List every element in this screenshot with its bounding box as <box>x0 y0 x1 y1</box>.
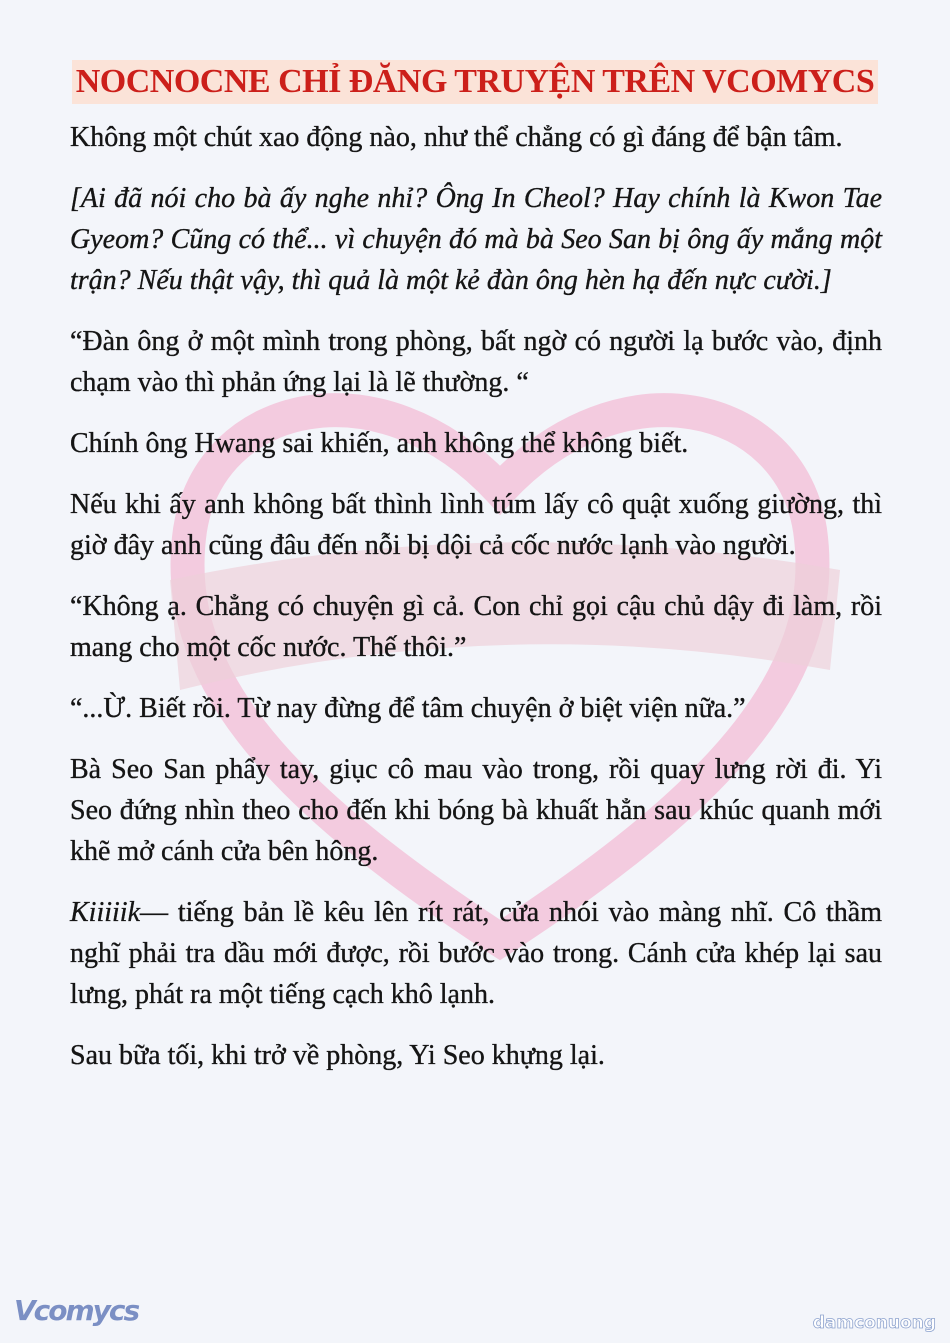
paragraph-rest: — tiếng bản lề kêu lên rít rát, cửa nhói vào màng nhĩ. Cô thầm nghĩ phải tra dầu mới được, rồi bước vào trong. Cánh cửa khép lại sau lưng, phát ra một tiếng cạch khô lạnh. <box>70 897 882 1010</box>
paragraph: “Không ạ. Chẳng có chuyện gì cả. Con chỉ gọi cậu chủ dậy đi làm, rồi mang cho một cốc nước. Thế thôi.” <box>70 591 882 663</box>
header-banner <box>60 60 890 104</box>
paragraph-thought: [Ai đã nói cho bà ấy nghe nhỉ? Ông In Cheol? Hay chính là Kwon Tae Gyeom? Cũng có thể... vì chuyện đó mà bà Seo San bị ông ấy mắng một trận? Nếu thật vậy, thì quả là một kẻ đàn ông hèn hạ đến nực cười.] <box>70 183 882 296</box>
paragraph: “Đàn ông ở một mình trong phòng, bất ngờ có người lạ bước vào, định chạm vào thì phản ứng lại là lẽ thường. “ <box>70 326 882 398</box>
paragraph: Chính ông Hwang sai khiến, anh không thể không biết. <box>70 428 689 459</box>
chapter-text <box>70 117 882 1096</box>
paragraph: Không một chút xao động nào, như thể chẳng có gì đáng để bận tâm. <box>70 122 843 153</box>
banner-text: NOCNOCNE CHỈ ĐĂNG TRUYỆN TRÊN VCOMYCS <box>72 60 879 104</box>
paragraph: Nếu khi ấy anh không bất thình lình túm lấy cô quật xuống giường, thì giờ đây anh cũng đâu đến nỗi bị dội cả cốc nước lạnh vào người. <box>70 489 882 561</box>
vcomycs-logo: Vcomycs <box>14 1294 139 1327</box>
paragraph: “...Ừ. Biết rồi. Từ nay đừng để tâm chuyện ở biệt viện nữa.” <box>70 693 746 724</box>
paragraph: Sau bữa tối, khi trở về phòng, Yi Seo khựng lại. <box>70 1040 605 1071</box>
paragraph <box>70 892 882 1015</box>
credit-watermark: damconuong <box>812 1313 936 1333</box>
paragraph: Bà Seo San phẩy tay, giục cô mau vào trong, rồi quay lưng rời đi. Yi Seo đứng nhìn theo cho đến khi bóng bà khuất hẳn sau khúc quanh mới khẽ mở cánh cửa bên hông. <box>70 754 882 867</box>
sound-effect: Kiiiiik <box>70 897 140 928</box>
